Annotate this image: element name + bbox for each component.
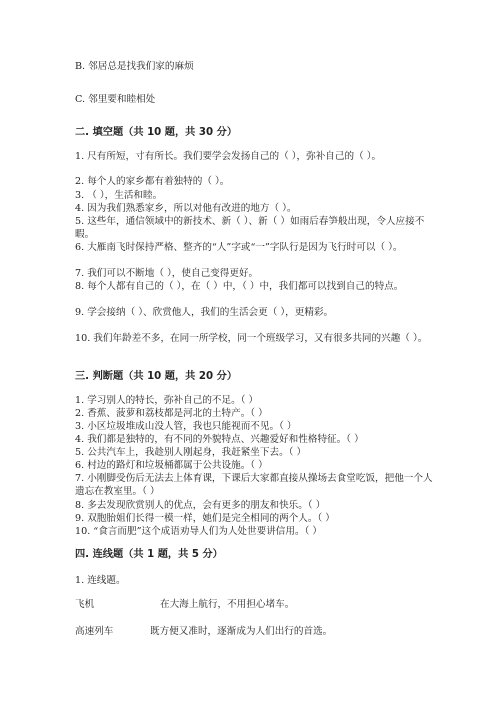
choice-c: C. 邻里要和睦相处	[75, 94, 156, 105]
matching-question: 1. 连线题。	[75, 575, 126, 586]
fill-blank-item-4: 4. 因为我们熟悉家乡，所以对他有改进的地方（ ）。	[75, 203, 297, 214]
fill-blank-item-2: 2. 每个人的家乡都有着独特的（ ）。	[75, 176, 230, 187]
section-title-fill-blank: 二. 填空题（共 10 题，共 30 分）	[75, 127, 238, 138]
true-false-item-7: 7. 小刚脚受伤后无法去上体育课，下课后大家都直接从操场去食堂吃饭，把他一个人遗忘在教室里。（ ）	[75, 473, 433, 497]
section-title-true-false: 三. 判断题（共 10 题，共 20 分）	[75, 371, 238, 382]
fill-blank-item-6: 6. 大雁南飞时保持严格、整齐的“人”字或“一”字队行是因为飞行时可以（ ）。	[75, 242, 403, 253]
fill-blank-item-1: 1. 尺有所短，寸有所长。我们要学会发扬自己的（ ），弥补自己的（ ）。	[75, 151, 382, 162]
fill-blank-item-9: 9. 学会接纳（ ）、欣赏他人，我们的生活会更（ ），更精彩。	[75, 307, 334, 318]
true-false-item-3: 3. 小区垃圾堆成山没人管，我也只能视而不见。（ ）	[75, 421, 297, 432]
true-false-item-6: 6. 村边的路灯和垃圾桶都属于公共设施。（ ）	[75, 460, 268, 471]
true-false-item-1: 1. 学习别人的特长，弥补自己的不足。（ ）	[75, 395, 259, 406]
matching-left-1: 飞机	[75, 599, 95, 610]
fill-blank-item-5: 5. 这些年，通信领域中的新技术、新（ ）、新（ ）如雨后春笋般出现，令人应接不暇。	[75, 216, 425, 240]
true-false-item-10: 10. “食言而肥”这个成语劝导人们为人处世要讲信用。（ ）	[75, 526, 323, 537]
true-false-item-9: 9. 双胞胎姐们长得一模一样，她们是完全相同的两个人。（ ）	[75, 513, 335, 524]
fill-blank-item-8: 8. 每个人都有自己的（ ），在（ ）中，（ ）中，我们都可以找到自己的特点。	[75, 281, 404, 292]
fill-blank-item-10: 10. 我们年龄差不多，在同一所学校，同一个班级学习，又有很多共同的兴趣（ ）。	[75, 333, 428, 344]
matching-right-2: 既方便又准时，逐渐成为人们出行的首选。	[150, 626, 333, 637]
choice-b: B. 邻居总是找我们家的麻烦	[75, 61, 194, 72]
true-false-item-2: 2. 香蕉、菠萝和荔枝都是河北的土特产。（ ）	[75, 408, 268, 419]
fill-blank-item-7: 7. 我们可以不断地（ ），使自己变得更好。	[75, 268, 259, 279]
true-false-item-4: 4. 我们都是独特的，有不同的外貌特点、兴趣爱好和性格特征。（ ）	[75, 434, 364, 445]
matching-left-2: 高速列车	[75, 626, 114, 637]
true-false-item-5: 5. 公共汽车上，我趁别人刚起身，我赶紧坐下去。（ ）	[75, 447, 307, 458]
true-false-item-8: 8. 多去发现欣赏别人的优点，会有更多的朋友和快乐。（ ）	[75, 500, 326, 511]
fill-blank-item-3: 3. （ ），生活和睦。	[75, 190, 163, 201]
section-title-matching: 四. 连线题（共 1 题，共 5 分）	[75, 549, 223, 560]
matching-right-1: 在大海上航行，不用担心堵车。	[160, 599, 295, 610]
